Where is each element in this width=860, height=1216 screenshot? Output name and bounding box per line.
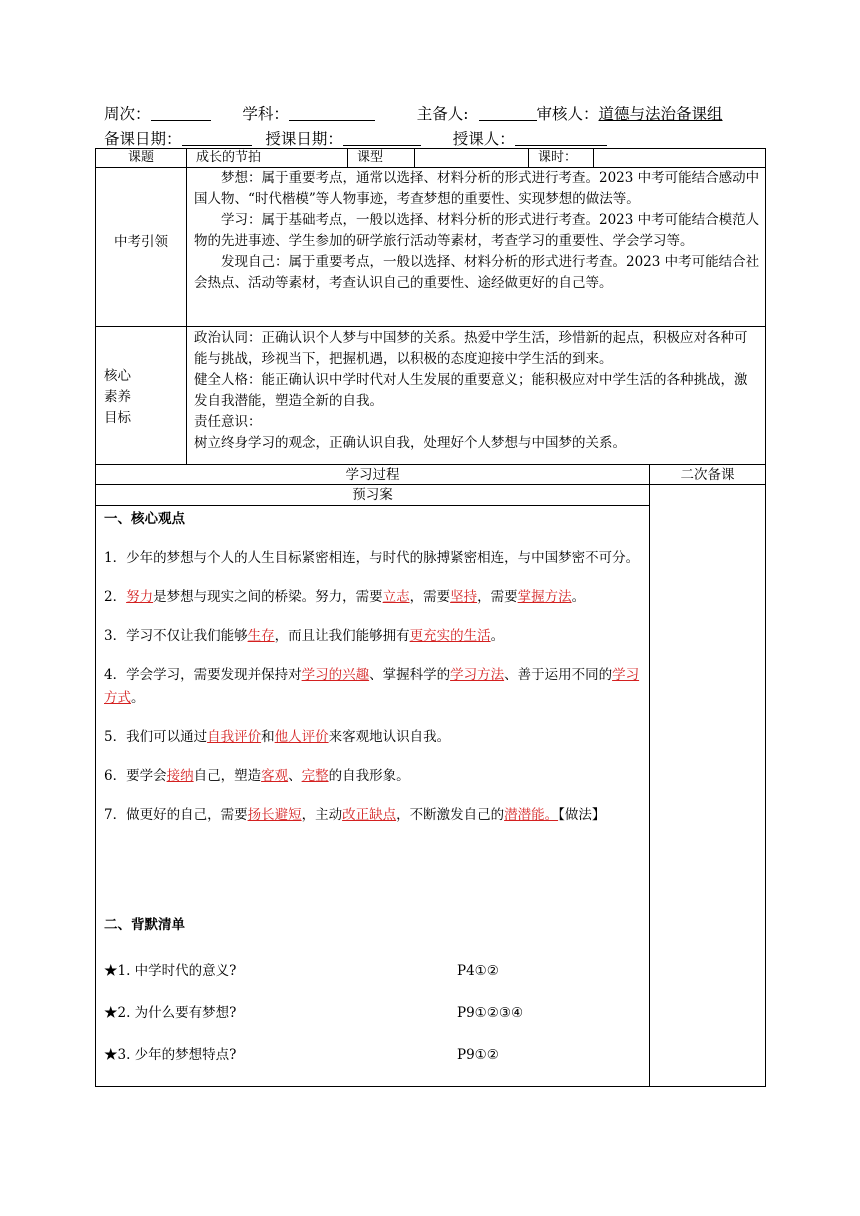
zhubeiren-blank[interactable]: [479, 105, 537, 122]
sec1-title: 一、核心观点: [104, 511, 185, 527]
answer-nuli: 努力: [126, 589, 154, 605]
kexing-label: 课型: [357, 150, 384, 165]
process-title: 学习过程: [345, 467, 400, 483]
answer-yangchang: 扬长避短: [247, 807, 302, 823]
section2: [104, 914, 644, 937]
zhubeiren-label: 主备人:: [416, 105, 469, 123]
recite-page-2: P9①②③④: [457, 1005, 524, 1021]
hexin-p2: 健全人格：能正确认识中学时代对人生发展的重要意义；能积极应对中学生活的各种挑战，激发自我潜能，塑造全新的自我。: [194, 372, 748, 409]
shouke-riqi-label: 授课日期：: [265, 130, 343, 148]
answer-shenghuo: 更充实的生活: [409, 628, 491, 644]
shoukeren-blank[interactable]: [515, 130, 607, 147]
sec1-item-2: 2．努力是梦想与现实之间的桥梁。努力，需要立志，需要坚持，需要掌握方法。: [104, 589, 586, 605]
answer-taren: 他人评价: [274, 729, 329, 745]
header-line-1: [104, 102, 723, 124]
second-title: 二次备课: [680, 467, 735, 483]
sec1-item-6: 6．要学会接纳自己，塑造客观、完整的自我形象。: [104, 768, 410, 784]
header-line-2: [104, 127, 607, 149]
recite-q-1: ★1. 中学时代的意义?: [104, 963, 237, 979]
second-column[interactable]: [649, 484, 766, 1087]
answer-fangfa: 掌握方法: [517, 589, 572, 605]
sec1-item-5: 5．我们可以通过自我评价和他人评价来客观地认识自我。: [104, 729, 451, 745]
shoukeren-label: 授课人：: [452, 130, 515, 148]
answer-jiena: 接纳: [166, 768, 194, 784]
zhongkao-p2: 学习：属于基础考点，一般以选择、材料分析的形式进行考查。2023 中考可能结合模范人物的先进事迹、学生参加的研学旅行活动等素材，考查学习的重要性、学会学习等。: [194, 212, 760, 249]
zhongkao-content: [194, 168, 760, 294]
keti-label: 课题: [127, 150, 154, 165]
answer-gaizheng: 改正缺点: [342, 807, 397, 823]
xueke-label: 学科：: [242, 105, 289, 123]
recite-q-3: ★3. 少年的梦想特点?: [104, 1047, 237, 1063]
sec2-title: 二、背默清单: [104, 917, 185, 933]
zhouci-blank[interactable]: [151, 105, 211, 122]
sec1-item-3: 3．学习不仅让我们能够生存，而且让我们能够拥有更充实的生活。: [104, 628, 505, 644]
hexin-label: [104, 366, 131, 429]
answer-xuexi-fangfa: 学习方法: [450, 667, 505, 683]
answer-jianchi: 坚持: [450, 589, 478, 605]
yuxi-title: 预习案: [352, 487, 393, 503]
sec1-item-7: 7．做更好的自己，需要扬长避短，主动改正缺点，不断激发自己的潜潜能。【做法】: [104, 807, 606, 823]
zhongkao-label: 中考引领: [114, 234, 168, 250]
answer-ziwo: 自我评价: [207, 729, 262, 745]
shenheren-label: 审核人：: [536, 105, 599, 123]
answer-wanzheng: 完整: [301, 768, 329, 784]
hexin-p4: 树立终身学习的观念，正确认识自我，处理好个人梦想与中国梦的关系。: [194, 435, 626, 451]
answer-xuexi-fangshi: 学习方式: [104, 667, 640, 706]
recite-q-2: ★2. 为什么要有梦想?: [104, 1005, 237, 1021]
recite-item-1: [104, 960, 236, 983]
recite-item-3: [104, 1044, 236, 1067]
answer-shengcun: 生存: [247, 628, 275, 644]
zhouci-label: 周次：: [104, 105, 151, 123]
hexin-content: [194, 328, 760, 454]
section1: [104, 508, 644, 827]
kexing-value-cell[interactable]: [414, 148, 529, 168]
hexin-label-2: 素养: [104, 389, 131, 405]
recite-item-2: [104, 1002, 236, 1025]
shouke-riqi-blank[interactable]: [343, 130, 421, 147]
keshi-value-cell[interactable]: [593, 148, 766, 168]
keti-value: 成长的节拍: [196, 150, 262, 165]
hexin-p1: 政治认同：正确认识个人梦与中国梦的关系。热爱中学生活，珍惜新的起点，积极应对各种可能与挑战，珍视当下，把握机遇，以积极的态度迎接中学生活的到来。: [194, 330, 748, 367]
hexin-label-3: 目标: [104, 410, 131, 426]
beike-riqi-label: 备课日期：: [104, 130, 182, 148]
keshi-label: 课时：: [538, 150, 578, 165]
hexin-label-1: 核心: [104, 368, 131, 384]
answer-lizhi: 立志: [382, 589, 410, 605]
recite-page-3: P9①②: [457, 1047, 499, 1063]
sec1-item-4: 4．学会学习，需要发现并保持对学习的兴趣、掌握科学的学习方法、善于运用不同的学习方式。: [104, 667, 640, 706]
beike-riqi-blank[interactable]: [182, 130, 252, 147]
sec1-item-1: 1．少年的梦想与个人的人生目标紧密相连，与时代的脉搏紧密相连，与中国梦密不可分。: [104, 550, 640, 566]
zhongkao-p3: 发现自己：属于重要考点，一般以选择、材料分析的形式进行考查。2023 中考可能结合社会热点、活动等素材，考查认识自己的重要性、途经做更好的自己等。: [194, 254, 760, 291]
shenheren-value: 道德与法治备课组: [598, 105, 723, 123]
xueke-blank[interactable]: [289, 105, 375, 122]
zhongkao-p1: 梦想：属于重要考点，通常以选择、材料分析的形式进行考查。2023 中考可能结合感动中国人物、“时代楷模”等人物事迹，考查梦想的重要性、实现梦想的做法等。: [194, 170, 760, 207]
hexin-p3: 责任意识：: [194, 414, 262, 430]
answer-qianneng: 潜潜能。: [504, 807, 559, 823]
recite-page-1: P4①②: [457, 963, 499, 979]
answer-xingqu: 学习的兴趣: [301, 667, 370, 683]
answer-keguan: 客观: [261, 768, 289, 784]
